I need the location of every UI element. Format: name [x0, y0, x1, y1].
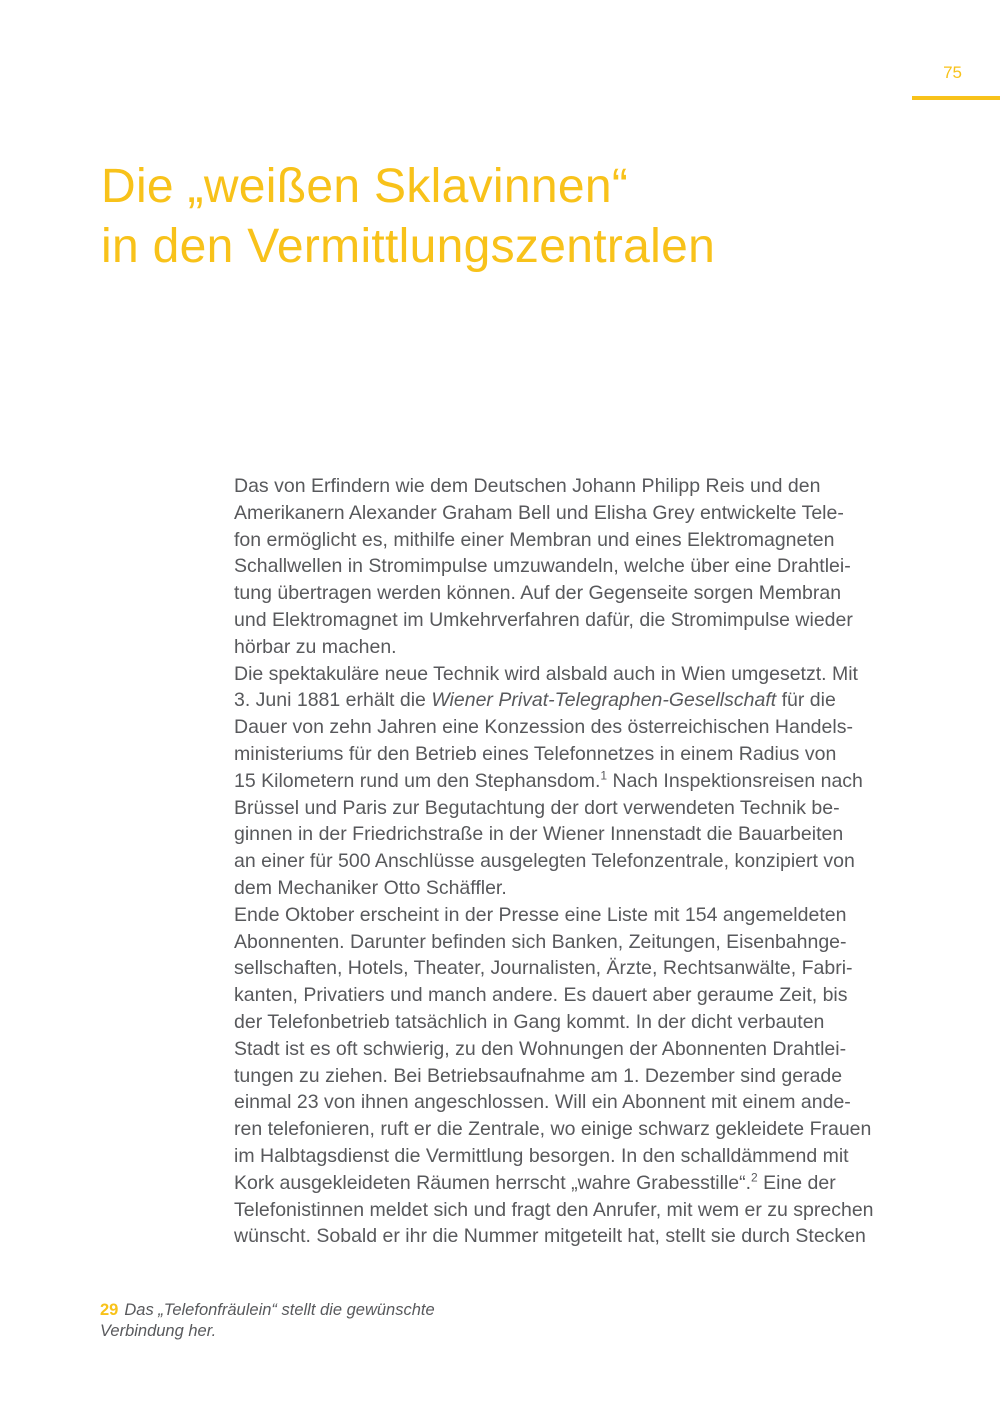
text-segment: der Telefonbetrieb tatsächlich in Gang kommt. In der dicht verbauten: [234, 1010, 825, 1033]
text-segment: tungen zu ziehen. Bei Betriebsaufnahme am 1. Dezember sind gerade: [234, 1064, 843, 1087]
body-line: [234, 741, 914, 768]
body-line: [234, 1063, 914, 1090]
body-line: [234, 473, 914, 500]
text-segment: ren telefonieren, ruft er die Zentrale, wo einige schwarz gekleidete Frauen: [234, 1118, 872, 1141]
body-line: [234, 553, 914, 580]
text-segment: Schallwellen in Stromimpulse umzuwandeln, welche über eine Drahtlei-: [234, 555, 851, 578]
text-segment: Abonnenten. Darunter befinden sich Banken, Zeitungen, Eisenbahnge-: [234, 930, 847, 953]
text-segment: Das von Erfindern wie dem Deutschen Johann Philipp Reis und den: [234, 475, 821, 497]
text-segment: hörbar zu machen.: [234, 635, 397, 658]
body-line: [234, 821, 914, 848]
text-segment: dem Mechaniker Otto Schäffler.: [234, 876, 507, 899]
body-line: [234, 1170, 914, 1197]
body-line: [234, 580, 914, 607]
text-segment: Nach Inspektionsreisen nach: [607, 769, 863, 792]
text-segment: ministeriums für den Betrieb eines Telefonnetzes in einem Radius von: [234, 742, 837, 765]
body-line: [234, 1009, 914, 1036]
figure-number: 29: [100, 1301, 119, 1319]
text-segment: im Halbtagsdienst die Vermittlung besorgen. In den schalldämmend mit: [234, 1144, 849, 1167]
header-rule: [912, 96, 1000, 100]
body-line: [234, 875, 914, 902]
text-segment: Ende Oktober erscheint in der Presse eine Liste mit 154 angemeldeten: [234, 903, 847, 926]
text-segment: Brüssel und Paris zur Begutachtung der dort verwendeten Technik be-: [234, 796, 840, 819]
body-line: [234, 1143, 914, 1170]
text-segment: Dauer von zehn Jahren eine Konzession des österreichischen Handels-: [234, 716, 853, 739]
body-line: [234, 902, 914, 929]
text-segment: sellschaften, Hotels, Theater, Journalisten, Ärzte, Rechtsanwälte, Fabri-: [234, 957, 853, 980]
text-segment: für die: [776, 689, 836, 712]
text-segment: Die spektakuläre neue Technik wird alsbald auch in Wien umgesetzt. Mit: [234, 662, 858, 685]
text-segment: Telefonistinnen meldet sich und fragt den Anrufer, mit wem er zu sprechen: [234, 1198, 874, 1221]
text-segment: wünscht. Sobald er ihr die Nummer mitgeteilt hat, stellt sie durch Stecken: [234, 1225, 866, 1248]
text-segment: fon ermöglicht es, mithilfe einer Membran und eines Elektromagneten: [234, 528, 835, 551]
text-segment: Amerikanern Alexander Graham Bell und Elisha Grey entwickelte Tele-: [234, 501, 844, 524]
text-segment: tung übertragen werden können. Auf der Gegenseite sorgen Membran: [234, 582, 842, 605]
figure-caption: [100, 1300, 480, 1341]
body-line: [234, 661, 914, 688]
body-line: [234, 1116, 914, 1143]
body-text: [234, 473, 914, 1250]
page-number: 75: [943, 63, 962, 82]
body-line: [234, 929, 914, 956]
body-line: [234, 1089, 914, 1116]
page-title-line2: in den Vermittlungszentralen: [101, 220, 716, 273]
body-line: [234, 768, 914, 795]
body-line: [234, 982, 914, 1009]
text-segment: 3. Juni 1881 erhält die: [234, 689, 432, 712]
text-segment: an einer für 500 Anschlüsse ausgelegten Telefonzentrale, konzipiert von: [234, 850, 855, 873]
body-line: [234, 795, 914, 822]
footnote-marker: 1: [600, 768, 608, 783]
text-segment: Kork ausgekleideten Räumen herrscht „wahre Grabesstille“.: [234, 1171, 751, 1194]
body-line: [234, 955, 914, 982]
body-line: [234, 607, 914, 634]
body-line: [234, 634, 914, 661]
italic-text: Wiener Privat-Telegraphen-Gesellschaft: [431, 689, 777, 712]
text-segment: einmal 23 von ihnen angeschlossen. Will ein Abonnent mit einem ande-: [234, 1091, 851, 1114]
text-segment: 15 Kilometern rund um den Stephansdom.: [234, 769, 601, 792]
figure-caption-text: Das „Telefonfräulein“ stellt die gewünschte Verbindung her.: [100, 1301, 435, 1340]
body-line: [234, 687, 914, 714]
body-line: [234, 1223, 914, 1250]
text-segment: und Elektromagnet im Umkehrverfahren dafür, die Stromimpulse wieder: [234, 608, 853, 631]
body-line: [234, 714, 914, 741]
body-line: [234, 1197, 914, 1224]
text-segment: ginnen in der Friedrichstraße in der Wiener Innenstadt die Bauarbeiten: [234, 823, 844, 846]
text-segment: Stadt ist es oft schwierig, zu den Wohnungen der Abonnenten Drahtlei-: [234, 1037, 847, 1060]
page-title-line1: Die „weißen Sklavinnen“: [101, 160, 629, 213]
body-line: [234, 848, 914, 875]
footnote-marker: 2: [751, 1170, 758, 1185]
body-line: [234, 500, 914, 527]
body-line: [234, 527, 914, 554]
page-title: [101, 157, 715, 277]
text-segment: kanten, Privatiers und manch andere. Es dauert aber geraume Zeit, bis: [234, 984, 848, 1007]
text-segment: Eine der: [757, 1171, 836, 1194]
body-line: [234, 1036, 914, 1063]
